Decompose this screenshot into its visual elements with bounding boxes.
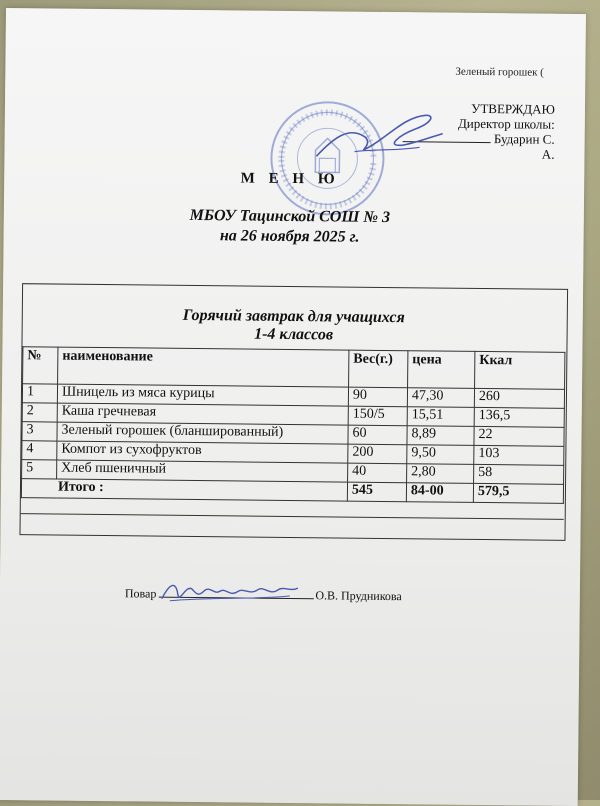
approval-name: Бударин С. А. bbox=[493, 131, 555, 162]
cell-price: 15,51 bbox=[407, 407, 474, 427]
section-title-line2: 1-4 классов bbox=[254, 325, 334, 344]
cook-label: Повар bbox=[124, 586, 157, 601]
cell-price: 8,89 bbox=[407, 426, 474, 446]
cell-weight: 150/5 bbox=[348, 406, 407, 426]
total-label: Итого : bbox=[21, 479, 347, 501]
cook-signature-icon bbox=[160, 575, 300, 608]
total-weight: 545 bbox=[347, 482, 406, 502]
cell-number: 2 bbox=[22, 403, 57, 422]
section-title bbox=[3, 305, 585, 347]
cell-number: 5 bbox=[22, 460, 57, 479]
cell-name: Каша гречневая bbox=[57, 403, 348, 425]
section-title-line1: Горячий завтрак для учащихся bbox=[182, 306, 405, 327]
cell-weight: 200 bbox=[348, 444, 407, 464]
menu-date: на 26 ноября 2025 г. bbox=[219, 227, 360, 246]
menu-table bbox=[21, 346, 566, 504]
school-name: МБОУ Тацинской СОШ № 3 bbox=[189, 206, 391, 227]
total-price: 84-00 bbox=[406, 483, 473, 503]
cell-kcal: 260 bbox=[474, 388, 564, 408]
document-page bbox=[0, 8, 586, 806]
cell-price: 47,30 bbox=[407, 388, 474, 408]
table-header-row bbox=[23, 347, 565, 390]
cell-kcal: 22 bbox=[474, 426, 564, 446]
cell-kcal: 136,5 bbox=[474, 407, 564, 427]
cell-name: Хлеб пшеничный bbox=[57, 460, 348, 482]
cell-weight: 60 bbox=[348, 425, 407, 445]
cell-name: Компот из сухофруктов bbox=[57, 441, 348, 463]
header-name: наименование bbox=[58, 347, 349, 387]
cell-price: 9,50 bbox=[407, 445, 474, 465]
approval-title: УТВЕРЖДАЮ bbox=[471, 100, 556, 117]
approval-position: Директор школы: bbox=[457, 115, 555, 132]
cell-number: 3 bbox=[22, 422, 57, 441]
cell-kcal: 58 bbox=[474, 464, 564, 484]
header-weight: Вес(г.) bbox=[349, 350, 408, 388]
menu-title: М Е Н Ю bbox=[240, 170, 340, 188]
cook-name: О.В. Прудникова bbox=[315, 588, 402, 604]
header-note: Зеленый горошек ( bbox=[455, 65, 544, 79]
cell-kcal: 103 bbox=[474, 445, 564, 465]
total-kcal: 579,5 bbox=[473, 483, 563, 503]
cell-weight: 90 bbox=[348, 387, 407, 407]
cell-weight: 40 bbox=[348, 463, 407, 483]
director-signature-icon bbox=[314, 106, 445, 167]
cell-price: 2,80 bbox=[407, 464, 474, 484]
cell-number: 1 bbox=[22, 384, 57, 403]
header-price: цена bbox=[408, 351, 475, 389]
cell-name: Зеленый горошек (бланшированный) bbox=[57, 422, 348, 444]
cell-number: 4 bbox=[22, 441, 57, 460]
cell-name: Шницель из мяса курицы bbox=[57, 384, 348, 406]
header-kcal: Ккал bbox=[475, 351, 565, 389]
header-number: № bbox=[23, 347, 58, 384]
